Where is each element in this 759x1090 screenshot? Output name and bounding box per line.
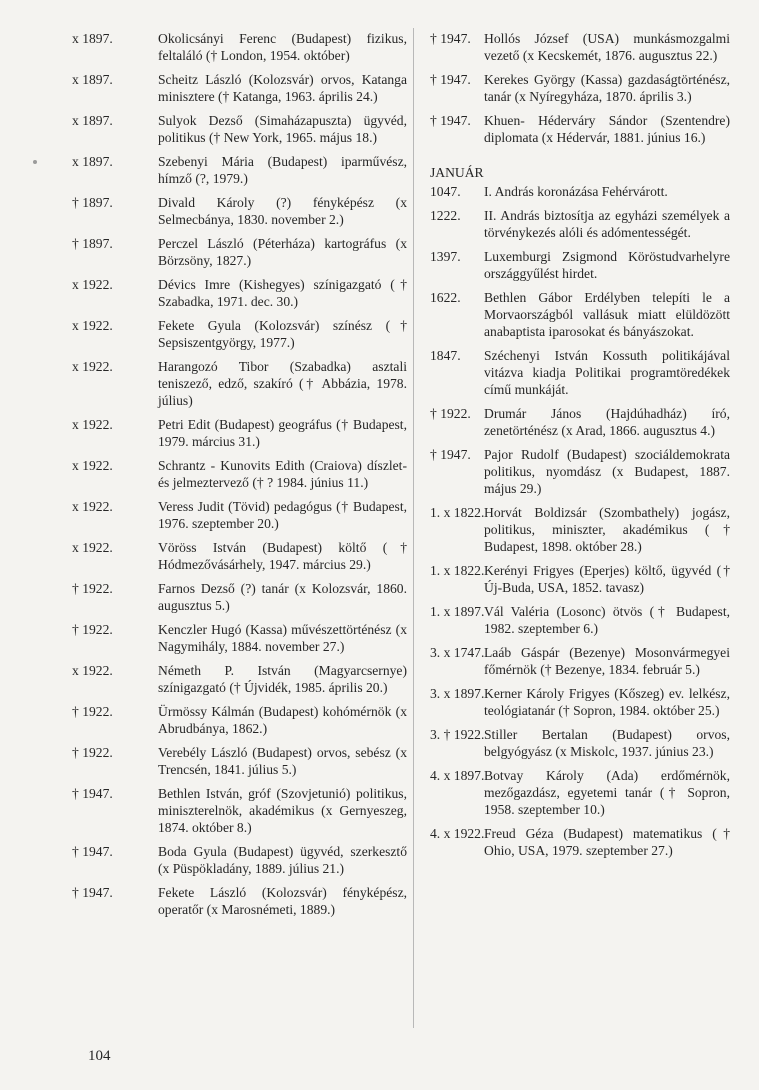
calendar-entry (430, 112, 730, 146)
entry-text: Kerényi Frigyes (Eperjes) költő, ügyvéd († Új-Buda, USA, 1852. tavasz) (484, 563, 730, 595)
entry-text: Kerekes György (Kassa) gazdaságtörténész, tanár (x Nyíregyháza, 1870. április 3.) (484, 72, 730, 104)
entry-text: Bethlen István, gróf (Szovjetunió) politikus, miniszterelnök, akadémikus (x Gernyeszeg, 1874. október 8.) (158, 786, 407, 835)
calendar-entry (72, 498, 407, 532)
entry-date: † 1947. (72, 844, 113, 859)
entry-text: Ürmössy Kálmán (Budapest) kohómérnök (x Abrudbánya, 1862.) (158, 704, 407, 736)
page-number: 104 (88, 1048, 111, 1064)
entry-text: Botvay Károly (Ada) erdőmérnök, mezőgazdász, egyetemi tanár († Sopron, 1958. szeptember 10.) (484, 768, 730, 817)
entry-date: 1622. (430, 290, 461, 305)
entry-text: Schrantz - Kunovits Edith (Craiova) díszlet- és jelmeztervező († ? 1984. június 11.) (158, 458, 407, 490)
calendar-entry (430, 644, 730, 678)
entry-date: 1. x 1822. (430, 563, 485, 578)
calendar-entry (430, 405, 730, 439)
entry-date: † 1947. (72, 786, 113, 801)
entry-date: x 1897. (72, 154, 113, 169)
calendar-entry (430, 726, 730, 760)
calendar-entry (72, 457, 407, 491)
entry-date: x 1922. (72, 318, 113, 333)
entry-text: Fekete László (Kolozsvár) fényképész, operatőr (x Marosnémeti, 1889.) (158, 885, 407, 917)
calendar-entry (72, 621, 407, 655)
calendar-entry (72, 276, 407, 310)
entry-date: † 1947. (72, 885, 113, 900)
entry-text: Németh P. István (Magyarcsernye) színigazgató († Újvidék, 1985. április 20.) (158, 663, 407, 695)
entry-date: † 1947. (430, 72, 471, 87)
entry-date: x 1922. (72, 540, 113, 555)
calendar-entry (430, 30, 730, 64)
entry-date: x 1922. (72, 458, 113, 473)
entry-date: 1222. (430, 208, 461, 223)
calendar-entry (430, 562, 730, 596)
calendar-entry (72, 843, 407, 877)
calendar-entry (430, 767, 730, 818)
entry-date: 3. x 1747. (430, 645, 485, 660)
entry-text: Divald Károly (?) fényképész (x Selmecbánya, 1830. november 2.) (158, 195, 407, 227)
calendar-entry (72, 30, 407, 64)
entry-date: x 1897. (72, 72, 113, 87)
entry-date: x 1897. (72, 113, 113, 128)
calendar-entry (430, 289, 730, 340)
entry-text: Boda Gyula (Budapest) ügyvéd, szerkesztő (x Püspökladány, 1889. július 21.) (158, 844, 407, 876)
entry-date: 1397. (430, 249, 461, 264)
entry-text: Perczel László (Péterháza) kartográfus (x Börzsöny, 1827.) (158, 236, 407, 268)
entry-text: Vál Valéria (Losonc) ötvös († Budapest, 1982. szeptember 6.) (484, 604, 730, 636)
entry-date: 1. x 1822. (430, 505, 485, 520)
calendar-entry (430, 685, 730, 719)
entry-text: Farnos Dezső (?) tanár (x Kolozsvár, 1860. augusztus 5.) (158, 581, 407, 613)
calendar-entry (72, 153, 407, 187)
calendar-entry (430, 183, 730, 200)
entry-text: Hollós József (USA) munkásmozgalmi vezető (x Kecskemét, 1876. augusztus 22.) (484, 31, 730, 63)
calendar-entry (430, 446, 730, 497)
entry-text: Pajor Rudolf (Budapest) szociáldemokrata politikus, nyomdász (x Budapest, 1887. május 29.) (484, 447, 730, 496)
calendar-entry (72, 317, 407, 351)
entry-date: 1847. (430, 348, 461, 363)
calendar-entry (430, 71, 730, 105)
entry-text: Bethlen Gábor Erdélyben telepíti le a Morvaországból vallásuk miatt elüldözött anabaptista iparosokat és bányászokat. (484, 290, 730, 339)
entry-text: Drumár János (Hajdúhadház) író, zenetörténész (x Arad, 1866. augusztus 4.) (484, 406, 730, 438)
entry-text: Verebély László (Budapest) orvos, sebész (x Trencsén, 1841. július 5.) (158, 745, 407, 777)
entry-text: Scheitz László (Kolozsvár) orvos, Katanga miniszterе († Katanga, 1963. április 24.) (158, 72, 407, 104)
calendar-entry (72, 194, 407, 228)
entry-text: Kerner Károly Frigyes (Kőszeg) ev. lelkész, teológiatanár († Sopron, 1984. október 25.) (484, 686, 730, 718)
entry-date: † 1947. (430, 447, 471, 462)
scan-speck (33, 160, 37, 164)
entry-date: 3. x 1897. (430, 686, 485, 701)
entry-text: Fekete Gyula (Kolozsvár) színész († Sepsiszentgyörgy, 1977.) (158, 318, 407, 350)
entry-text: Laáb Gáspár (Bezenye) Mosonvármegyei főmérnök († Bezenye, 1834. február 5.) (484, 645, 730, 677)
entry-date: † 1922. (430, 406, 471, 421)
entry-date: x 1922. (72, 499, 113, 514)
calendar-entry (430, 825, 730, 859)
calendar-entry (72, 539, 407, 573)
calendar-entry (72, 235, 407, 269)
entry-date: x 1897. (72, 31, 113, 46)
entry-text: Horvát Boldizsár (Szombathely) jogász, politikus, miniszter, akadémikus († Budapest, 1898. október 28.) (484, 505, 730, 554)
entry-date: 3. † 1922. (430, 727, 485, 742)
entry-text: Harangozó Tibor (Szabadka) asztali teniszező, edző, szakíró († Abbázia, 1978. július) (158, 359, 407, 408)
entry-date: 1. x 1897. (430, 604, 485, 619)
entry-date: x 1922. (72, 417, 113, 432)
entry-date: † 1922. (72, 745, 113, 760)
entry-text: Khuen- Héderváry Sándor (Szentendre) diplomata (x Hédervár, 1881. június 16.) (484, 113, 730, 145)
calendar-entry (72, 662, 407, 696)
calendar-entry (72, 71, 407, 105)
calendar-entry (430, 347, 730, 398)
entry-date: 4. x 1897. (430, 768, 485, 783)
entry-text: Kenczler Hugó (Kassa) művészettörténész (x Nagymihály, 1884. november 27.) (158, 622, 407, 654)
calendar-entry (72, 112, 407, 146)
entry-date: x 1922. (72, 277, 113, 292)
left-column (72, 30, 407, 925)
entry-date: 4. x 1922. (430, 826, 485, 841)
entry-date: † 1922. (72, 704, 113, 719)
entry-date: † 1897. (72, 236, 113, 251)
entry-text: Okolicsányi Ferenc (Budapest) fizikus, feltaláló († London, 1954. október) (158, 31, 407, 63)
entry-date: † 1947. (430, 113, 471, 128)
entry-text: Szebenyi Mária (Budapest) iparművész, hímző (?, 1979.) (158, 154, 407, 186)
calendar-entry (72, 744, 407, 778)
entry-date: 1047. (430, 184, 461, 199)
entry-date: † 1922. (72, 622, 113, 637)
entry-text: Széchenyi István Kossuth politikájával vitázva kiadja Politikai programtöredékek című munkáját. (484, 348, 730, 397)
calendar-entry (72, 703, 407, 737)
calendar-entry (430, 207, 730, 241)
entry-text: II. András biztosítja az egyházi személyek a törvénykezés alóli és adómentességét. (484, 208, 730, 240)
entry-text: Freud Géza (Budapest) matematikus († Ohio, USA, 1979. szeptember 27.) (484, 826, 730, 858)
entry-text: Vöröss István (Budapest) költő († Hódmezővásárhely, 1947. március 29.) (158, 540, 407, 572)
calendar-entry (72, 416, 407, 450)
entry-date: † 1947. (430, 31, 471, 46)
calendar-entry (72, 358, 407, 409)
entry-text: Luxemburgi Zsigmond Köröstudvarhelyre országgyűlést hirdet. (484, 249, 730, 281)
calendar-entry (430, 504, 730, 555)
section-heading-januar: JANUÁR (430, 165, 484, 180)
entry-date: x 1922. (72, 359, 113, 374)
entry-date: † 1897. (72, 195, 113, 210)
entry-text: Dévics Imre (Kishegyes) színigazgató († Szabadka, 1971. dec. 30.) (158, 277, 407, 309)
right-column (430, 30, 730, 866)
calendar-entry (72, 580, 407, 614)
calendar-entry (72, 884, 407, 918)
entry-text: Petri Edit (Budapest) geográfus († Budapest, 1979. március 31.) (158, 417, 407, 449)
entry-text: Sulyok Dezső (Simaházapuszta) ügyvéd, politikus († New York, 1965. május 18.) (158, 113, 407, 145)
entry-date: † 1922. (72, 581, 113, 596)
calendar-entry (430, 248, 730, 282)
calendar-entry (430, 603, 730, 637)
column-divider (413, 28, 414, 1028)
entry-text: Veress Judit (Tövid) pedagógus († Budapest, 1976. szeptember 20.) (158, 499, 407, 531)
entry-text: I. András koronázása Fehérvárott. (484, 184, 668, 199)
entry-date: x 1922. (72, 663, 113, 678)
calendar-entry (72, 785, 407, 836)
entry-text: Stiller Bertalan (Budapest) orvos, belgyógyász (x Miskolc, 1937. június 23.) (484, 727, 730, 759)
